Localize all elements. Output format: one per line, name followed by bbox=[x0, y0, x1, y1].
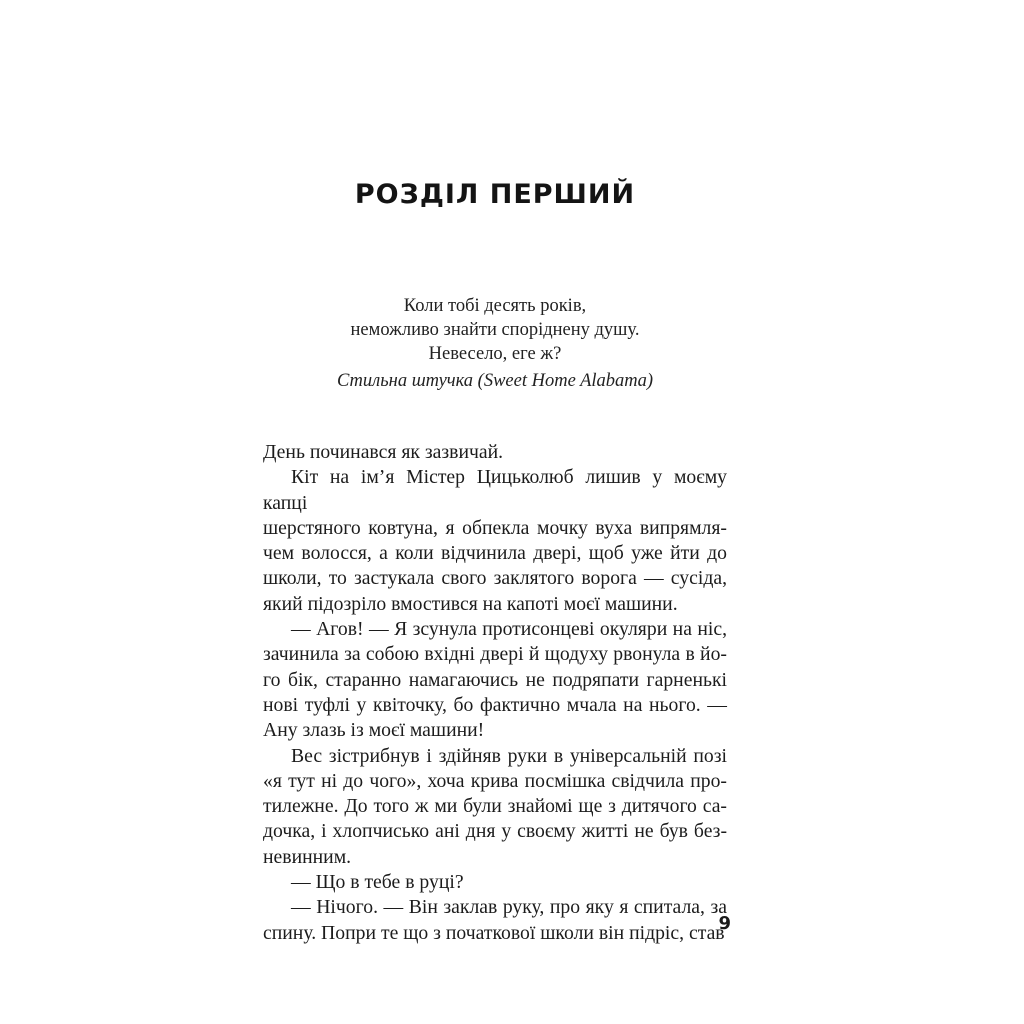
epigraph-line: Коли тобі десять років, bbox=[403, 296, 587, 316]
body-line: дочка, і хлопчисько ані дня у своєму житті не був без- bbox=[263, 820, 727, 843]
body-line: невинним. bbox=[263, 845, 352, 868]
body-line: «я тут ні до чого», хоча крива посмішка свідчила про- bbox=[263, 769, 727, 792]
body-line: — Агов! — Я зсунула протисонцеві окуляри на ніс, bbox=[291, 618, 727, 641]
body-line: який підозріло вмостився на капоті моєї машини. bbox=[263, 592, 678, 615]
body-line: шерстяного ковтуна, я обпекла мочку вуха випрямля- bbox=[263, 516, 727, 539]
chapter-title: РОЗДІЛ ПЕРШИЙ bbox=[354, 179, 636, 210]
body-line: спину. Попри те що з початкової школи він підріс, став bbox=[263, 921, 725, 944]
page-number: 9 bbox=[718, 913, 731, 934]
body-line: — Нічого. — Він заклав руку, про яку я спитала, за bbox=[291, 896, 727, 919]
epigraph-line: неможливо знайти споріднену душу. bbox=[350, 320, 640, 340]
body-line: Вес зістрибнув і здійняв руки в універсальній позі bbox=[291, 744, 727, 767]
body-line: нові туфлі у квіточку, бо фактично мчала на нього. — bbox=[263, 693, 727, 716]
body-line: — Що в тебе в руці? bbox=[291, 871, 464, 894]
epigraph-attribution: Стильна штучка (Sweet Home Alabama) bbox=[336, 371, 654, 391]
epigraph-lines bbox=[263, 294, 727, 366]
epigraph bbox=[263, 294, 727, 393]
epigraph-line: Невесело, еге ж? bbox=[428, 344, 562, 364]
body-line: тилежне. До того ж ми були знайомі ще з дитячого са- bbox=[263, 795, 727, 818]
body-line: Ану злазь із моєї машини! bbox=[263, 719, 485, 742]
body-line: День починався як зазвичай. bbox=[263, 441, 504, 463]
body-line: школи, то застукала свого заклятого ворога — сусіда, bbox=[263, 567, 727, 590]
body-line: го бік, старанно намагаючись не подряпати гарненькі bbox=[263, 668, 727, 691]
body-line: Кіт на ім’я Містер Цицьколюб лишив у моєму капці bbox=[263, 466, 727, 514]
body-line: зачинила за собою вхідні двері й щодуху рвонула в йо- bbox=[263, 643, 727, 666]
body-text bbox=[263, 440, 727, 946]
body-line: чем волосся, а коли відчинила двері, щоб уже йти до bbox=[263, 542, 727, 565]
